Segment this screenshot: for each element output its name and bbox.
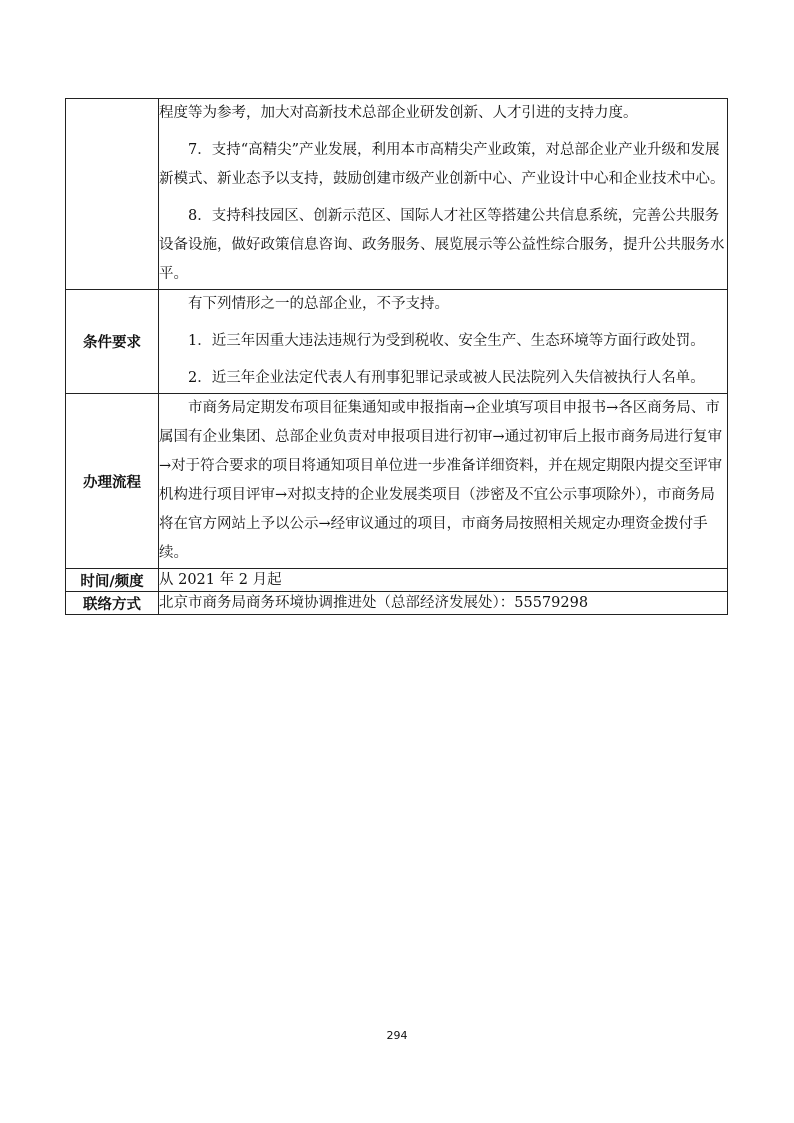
support-paragraph-1: 程度等为参考，加大对高新技术总部企业研发创新、人才引进的支持力度。	[159, 105, 638, 121]
table-row-time	[66, 569, 728, 592]
table-row-conditions	[66, 290, 728, 394]
support-paragraph-3: 8．支持科技园区、创新示范区、国际人才社区等搭建公共信息系统，完善公共服务设备设施，做好政策信息咨询、政务服务、展览展示等公益性综合服务，提升公共服务水平。	[159, 208, 725, 282]
support-paragraph-2: 7．支持“高精尖”产业发展，利用本市高精尖产业政策，对总部企业产业升级和发展新模式、新业态予以支持，鼓励创建市级产业创新中心、产业设计中心和企业技术中心。	[159, 142, 725, 187]
row-label-time: 时间/频度	[66, 569, 159, 592]
conditions-paragraph-1: 有下列情形之一的总部企业，不予支持。	[188, 296, 449, 312]
row-label-contact: 联络方式	[66, 592, 159, 615]
time-value: 从 2021 年 2 月起	[159, 569, 728, 592]
contact-value: 北京市商务局商务环境协调推进处（总部经济发展处）：55579298	[159, 592, 728, 615]
conditions-content	[159, 290, 728, 394]
page-number: 294	[386, 1029, 408, 1042]
conditions-paragraph-3: 2．近三年企业法定代表人有刑事犯罪记录或被人民法院列入失信被执行人名单。	[188, 370, 705, 386]
support-content	[159, 99, 728, 290]
table-row-support	[66, 99, 728, 290]
row-label-support	[66, 99, 159, 290]
conditions-paragraph-2: 1．近三年因重大违法违规行为受到税收、安全生产、生态环境等方面行政处罚。	[188, 333, 705, 349]
process-paragraph: 市商务局定期发布项目征集通知或申报指南→企业填写项目申报书→各区商务局、市属国有企业集团、总部企业负责对申报项目进行初审→通过初审后上报市商务局进行复审→对于符合要求的项目将通知项目单位进一步准备详细资料，并在规定期限内提交至评审机构进行项目评审→对拟支持的企业发展类项目（涉密及不宜公示事项除外），市商务局将在官方网站上予以公示→经审议通过的项目，市商务局按照相关规定办理资金拨付手续。	[159, 400, 723, 561]
row-label-process: 办理流程	[66, 394, 159, 569]
row-label-conditions: 条件要求	[66, 290, 159, 394]
table-row-process	[66, 394, 728, 569]
table-row-contact	[66, 592, 728, 615]
process-content	[159, 394, 728, 569]
policy-table	[65, 98, 728, 615]
